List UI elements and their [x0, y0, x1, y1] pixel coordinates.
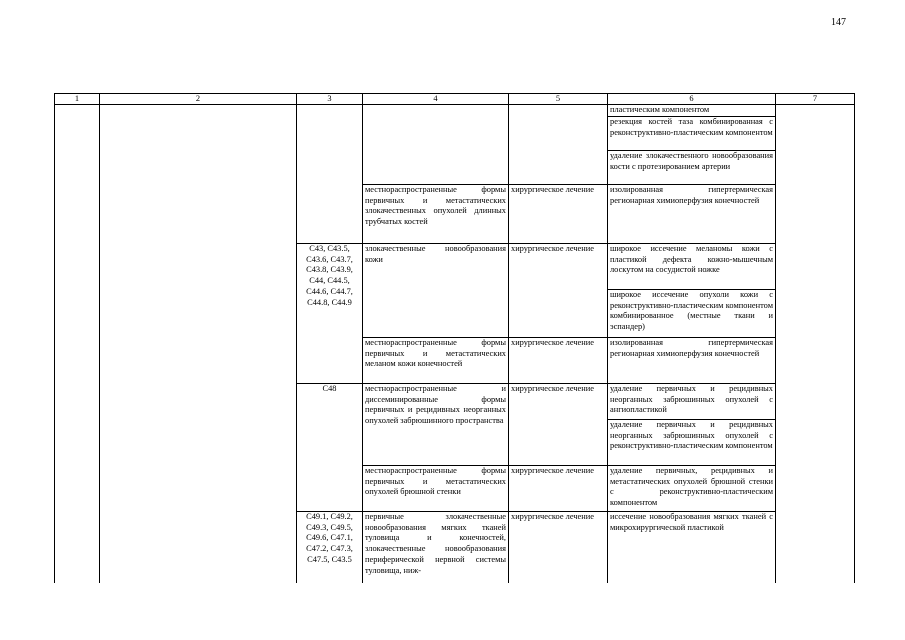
treatment-cell: хирургическое лечение	[509, 184, 608, 243]
column-header: 6	[608, 94, 776, 105]
diagnosis-cell: первичные злокачественные новообразования мягких тканей туловища и конечностей, злокачественные новообразования периферической нервной системы туловища, ниж-	[363, 511, 509, 583]
method-cell: резекция костей таза комбинированная с реконструктивно-пластическим компонентом	[608, 116, 776, 150]
table-row	[55, 105, 855, 117]
method-cell: удаление первичных и рецидивных неорганных забрюшинных опухолей с ангиопластикой	[608, 383, 776, 419]
treatment-cell: хирургическое лечение	[509, 511, 608, 583]
treatment-cell: хирургическое лечение	[509, 383, 608, 465]
medical-care-table	[54, 93, 855, 583]
method-cell: иссечение новообразования мягких тканей с микрохирургической пластикой	[608, 511, 776, 583]
diagnosis-cell: местнораспространенные формы первичных и метастатических злокачественных опухолей длинных трубчатых костей	[363, 184, 509, 243]
method-cell: изолированная гипертермическая регионарная химиоперфузия конечностей	[608, 184, 776, 243]
column-header: 1	[55, 94, 100, 105]
method-cell: пластическим компонентом	[608, 105, 776, 117]
code-cell: C49.1, C49.2, C49.3, C49.5, C49.6, C47.1, C47.2, C47.3, C47.5, C43.5	[297, 511, 363, 583]
page-number: 147	[831, 17, 846, 28]
diagnosis-cell: злокачественные новообразования кожи	[363, 243, 509, 337]
treatment-cell: хирургическое лечение	[509, 337, 608, 383]
diagnosis-cell: местнораспространенные и диссеминированные формы первичных и рецидивных неорганных опухолей забрюшинного пространства	[363, 383, 509, 465]
method-cell: изолированная гипертермическая регионарная химиоперфузия конечностей	[608, 337, 776, 383]
method-cell: широкое иссечение опухоли кожи с реконструктивно-пластическим компонентом комбинированное (местные ткани и эспандер)	[608, 289, 776, 337]
table-cell-empty	[776, 105, 855, 584]
treatment-cell: хирургическое лечение	[509, 243, 608, 337]
column-header: 2	[100, 94, 297, 105]
column-header: 7	[776, 94, 855, 105]
code-cell: C43, C43.5, C43.6, C43.7, C43.8, C43.9, C44, C44.5, C44.6, C44.7, C44.8, C44.9	[297, 243, 363, 383]
diagnosis-cell: местнораспространенные формы первичных и метастатических опухолей брюшной стенки	[363, 465, 509, 511]
column-number-row	[55, 94, 855, 105]
column-header: 5	[509, 94, 608, 105]
table-cell-empty	[55, 105, 100, 584]
table-cell-empty	[100, 105, 297, 584]
method-cell: удаление злокачественного новообразования кости с протезированием артерии	[608, 150, 776, 184]
method-cell: удаление первичных, рецидивных и метастатических опухолей брюшной стенки с реконструктивно-пластическим компонентом	[608, 465, 776, 511]
column-header: 3	[297, 94, 363, 105]
treatment-cell: хирургическое лечение	[509, 465, 608, 511]
table-cell-empty	[509, 105, 608, 185]
table-cell-empty	[363, 105, 509, 185]
column-header: 4	[363, 94, 509, 105]
table-cell-empty	[297, 105, 363, 244]
code-cell: C48	[297, 383, 363, 511]
method-cell: удаление первичных и рецидивных неорганных забрюшинных опухолей с реконструктивно-пластическим компонентом	[608, 419, 776, 465]
method-cell: широкое иссечение меланомы кожи с пластикой дефекта кожно-мышечным лоскутом на сосудистой ножке	[608, 243, 776, 289]
diagnosis-cell: местнораспространенные формы первичных и метастатических меланом кожи конечностей	[363, 337, 509, 383]
